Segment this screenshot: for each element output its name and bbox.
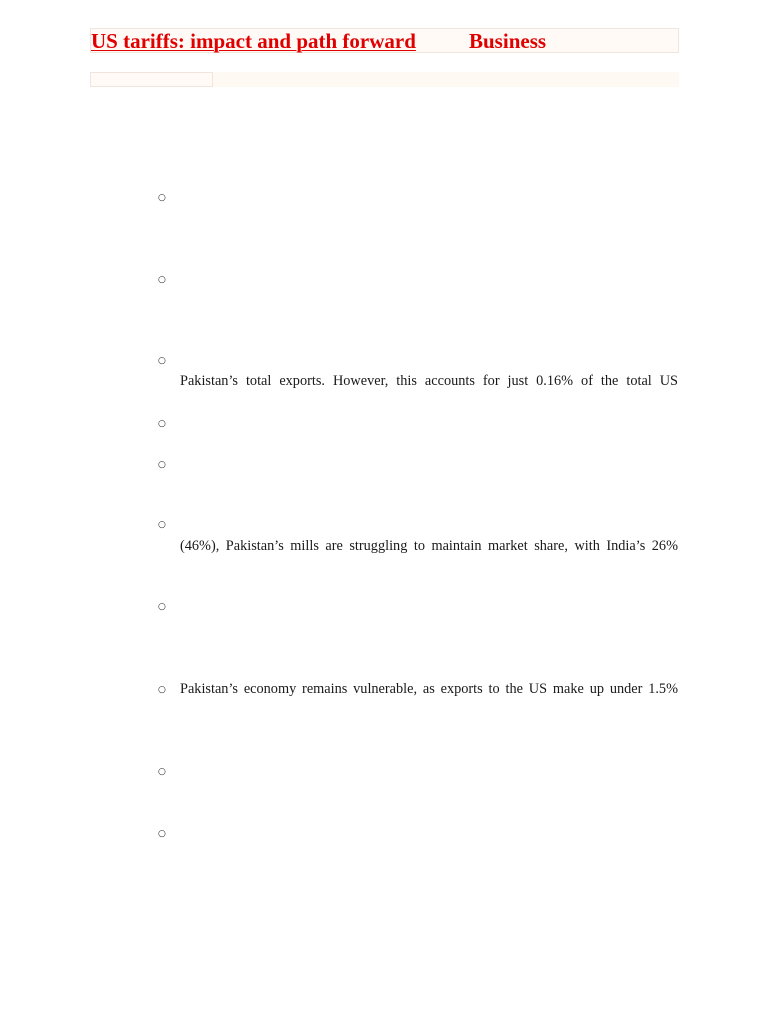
article-header — [90, 28, 679, 53]
bullet-icon: ○ — [158, 193, 166, 203]
bullet-icon: ○ — [158, 356, 166, 366]
bullet-icon: ○ — [158, 602, 166, 612]
section-label: Business — [469, 29, 547, 53]
bullet-icon: ○ — [158, 520, 166, 530]
bullet-icon: ○ — [158, 419, 166, 429]
bullet-icon: ○ — [158, 685, 166, 695]
list-item-text: Pakistan’s economy remains vulnerable, as exports to the US make up under 1.5% — [180, 681, 678, 697]
bullet-icon: ○ — [158, 767, 166, 777]
article-title-link[interactable]: US tariffs: impact and path forward — [91, 29, 416, 53]
bullet-icon: ○ — [158, 275, 166, 285]
list-item-text: (46%), Pakistan’s mills are struggling to maintain market share, with India’s 26% — [180, 538, 678, 554]
bullet-icon: ○ — [158, 460, 166, 470]
meta-bar — [90, 72, 679, 87]
meta-box — [90, 72, 213, 87]
bullet-icon: ○ — [158, 829, 166, 839]
list-item-text: Pakistan’s total exports. However, this accounts for just 0.16% of the total US — [180, 373, 678, 389]
